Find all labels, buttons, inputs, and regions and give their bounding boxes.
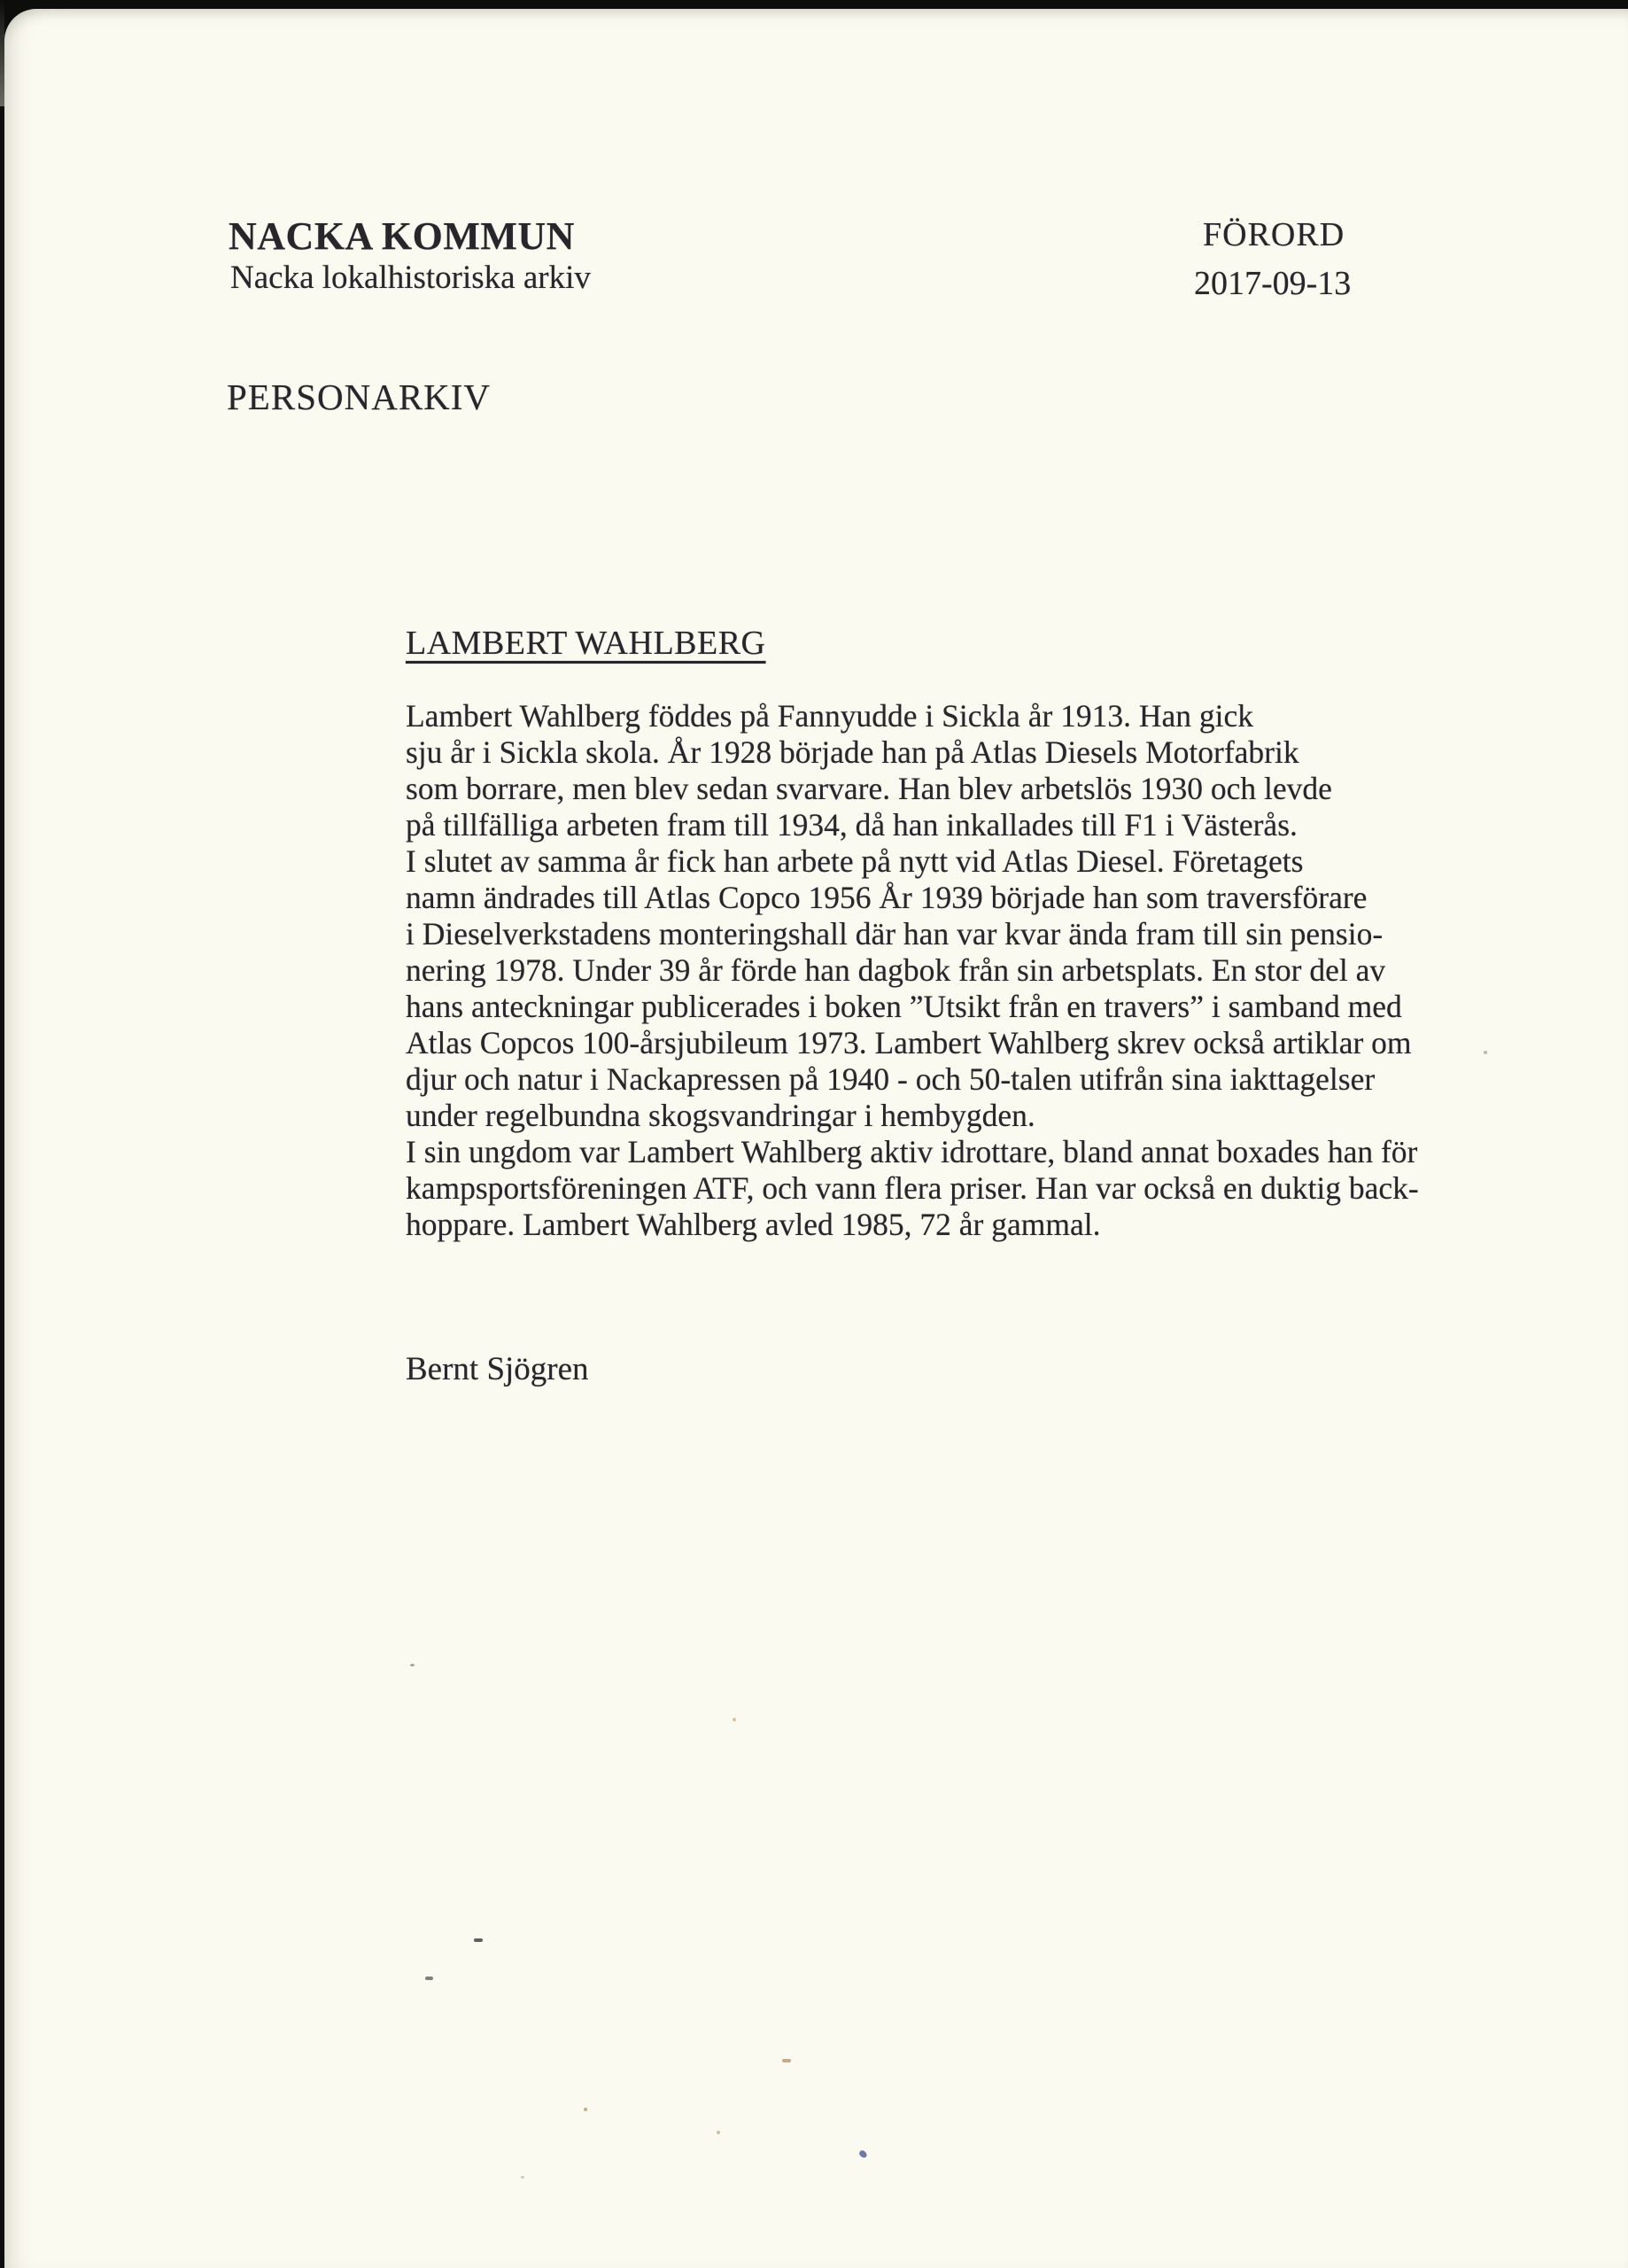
body-line: under regelbundna skogsvandringar i hembygden. (406, 1098, 1035, 1133)
body-line: I slutet av samma år fick han arbete på nytt vid Atlas Diesel. Företagets (406, 843, 1304, 879)
body-line: Lambert Wahlberg föddes på Fannyudde i Sickla år 1913. Han gick (406, 698, 1254, 734)
body-line: I sin ungdom var Lambert Wahlberg aktiv idrottare, bland annat boxades han för (406, 1134, 1418, 1169)
scan-speck (425, 1977, 433, 1980)
page (4, 9, 1628, 2268)
ink-speck (858, 2149, 868, 2159)
signature-name: Bernt Sjögren (406, 1351, 589, 1387)
body-line: Atlas Copcos 100-årsjubileum 1973. Lambert Wahlberg skrev också artiklar om (406, 1025, 1412, 1060)
scan-speck (733, 1718, 736, 1721)
body-line: på tillfälliga arbeten fram till 1934, då han inkallades till F1 i Västerås. (406, 807, 1298, 843)
scan-speck (410, 1664, 415, 1666)
body-line: kampsportsföreningen ATF, och vann flera priser. Han var också en duktig back- (406, 1170, 1419, 1206)
scan-speck (584, 2108, 587, 2111)
letterhead-org-subtitle: Nacka lokalhistoriska arkiv (230, 260, 591, 296)
doc-type-label: FÖRORD (1203, 216, 1345, 253)
body-line: i Dieselverkstadens monteringshall där han var kvar ända fram till sin pensio- (406, 916, 1384, 951)
body-line: som borrare, men blev sedan svarvare. Han blev arbetslös 1930 och levde (406, 771, 1332, 806)
scan-speck (717, 2131, 720, 2134)
scan-speck (474, 1938, 483, 1942)
scan-speck (782, 2059, 791, 2062)
scan-speck (1484, 1051, 1487, 1054)
article-body (406, 698, 1504, 1243)
letterhead-org-name: NACKA KOMMUN (229, 214, 575, 258)
body-line: nering 1978. Under 39 år förde han dagbok från sin arbetsplats. En stor del av (406, 952, 1386, 988)
body-line: hoppare. Lambert Wahlberg avled 1985, 72 år gammal. (406, 1207, 1101, 1242)
body-line: sju år i Sickla skola. År 1928 började han på Atlas Diesels Motorfabrik (406, 734, 1299, 770)
doc-date: 2017-09-13 (1194, 265, 1352, 302)
body-line: djur och natur i Nackapressen på 1940 - och 50-talen utifrån sina iakttagelser (406, 1061, 1376, 1097)
body-line: hans anteckningar publicerades i boken ”Utsikt från en travers” i samband med (406, 989, 1402, 1024)
article-title: LAMBERT WAHLBERG (406, 625, 766, 662)
section-label: PERSONARKIV (227, 377, 492, 417)
body-line: namn ändrades till Atlas Copco 1956 År 1939 började han som traversförare (406, 880, 1368, 915)
scan-speck (521, 2176, 524, 2179)
